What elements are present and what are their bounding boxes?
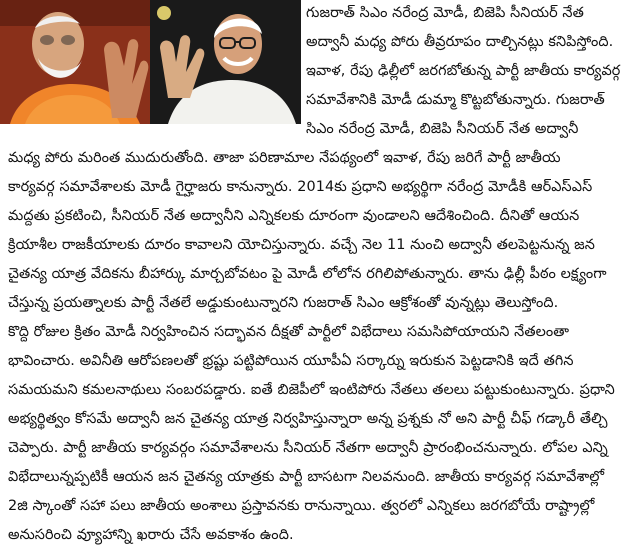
article-line: క్రియాశీల రాజకీయాలకు దూరం కావాలని యోచిస్తున్నారు. వచ్చే నెల 11 నుంచి అద్వానీ తలపెట్టనున్న జన (8, 237, 595, 253)
article-line: భావించారు. అవినీతి ఆరోపణలతో భ్రష్టు పట్టిపోయిన యూపీఏ సర్కార్ను ఇరుకున పెట్టడానికి ఇదే తగిన (8, 353, 574, 369)
article-line: అద్వానీ మధ్య పోరు తీవ్రరూపం దాల్చినట్లు కనిపిస్తోంది. (306, 34, 614, 50)
article-line: సమయమని కమలనాథులు సంబరపడ్డారు. ఐతే బిజెపీలో ఇంటిపోరు నేతలు తలలు పట్టుకుంటున్నారు. ప్రధాని (8, 382, 615, 398)
article-line: చైతన్య యాత్ర వేదికను బీహార్కు మార్చబోవటం పై మోడీ లోలోన రగిలిపోతున్నారు. తాను ఢిల్లీ పీఠం లక్ష్యంగా (8, 266, 607, 282)
article-line: విభేదాలున్నప్పటికీ ఆయన జన చైతన్య యాత్రకు పార్టీ బాసటగా నిలవనుంది. జాతీయ కార్యవర్గ సమావేశాల్లో (8, 469, 605, 485)
article-line: చేస్తున్న ప్రయత్నాలకు పార్టీ నేతలే అడ్డుకుంటున్నారని గుజరాత్ సిఎం ఆక్రోశంతో వున్నట్లు తెలుస్తోంది. (8, 295, 559, 311)
article-line: ఇవాళ, రేపు ఢిల్లీలో జరగబోతున్న పార్టీ జాతీయ కార్యవర్గ (306, 63, 621, 79)
article-line: చెప్పారు. పార్టీ జాతీయ కార్యవర్గం సమావేశాలను సీనియర్ నేతగా అద్వానీ ప్రారంభించనున్నారు. లోపల ఎన్ని (8, 440, 608, 456)
article-line: మధ్య పోరు మరింత ముదురుతోంది. తాజా పరిణామాల నేపథ్యంలో ఇవాళ, రేపు జరిగే పార్టీ జాతీయ (8, 150, 561, 166)
article-line: కొద్ది రోజుల క్రితం మోడీ నిర్వహించిన సద్భావన దీక్షతో పార్టీలో విభేదాలు సమసిపోయాయని నేతలంతా (8, 324, 570, 340)
article-line: కార్యవర్గ సమావేశాలకు మోడీ గైర్హాజరు కానున్నారు. 2014కు ప్రధాని అభ్యర్థిగా నరేంద్ర మోడీకి ఆర్ఎస్ఎస్ (8, 179, 593, 195)
article-line: అనుసరించి వ్యూహాన్ని ఖరారు చేసే అవకాశం ఉంది. (8, 527, 294, 543)
article-line: సిఎం నరేంద్ర మోడీ, బిజెపి సీనియర్ నేత అద్వానీ (306, 121, 579, 137)
article-line: 2జి స్కాంతో సహా పలు జాతీయ అంశాలు ప్రస్తావనకు రానున్నాయి. త్వరలో ఎన్నికలు జరగబోయే రాష్ట్రాల్లో (8, 498, 595, 514)
article-line: అభ్యర్థిత్వం కోసమే అద్వానీ జన చైతన్య యాత్ర నిర్వహిస్తున్నారా అన్న ప్రశ్నకు నో అని పార్టీ చీఫ్ గడ్కారీ తేల్చి (8, 411, 608, 427)
article-line: సమావేశానికి మోడీ డుమ్మా కొట్టబోతున్నారు. గుజరాత్ (306, 92, 605, 108)
article-line: గుజరాత్ సిఎం నరేంద్ర మోడీ, బిజెపి సీనియర్ నేత (306, 5, 584, 21)
article-line: మద్దతు ప్రకటించి, సీనియర్ నేత అద్వానీని ఎన్నికలకు దూరంగా వుండాలని ఆదేశించింది. దీనితో ఆయన (8, 208, 580, 224)
